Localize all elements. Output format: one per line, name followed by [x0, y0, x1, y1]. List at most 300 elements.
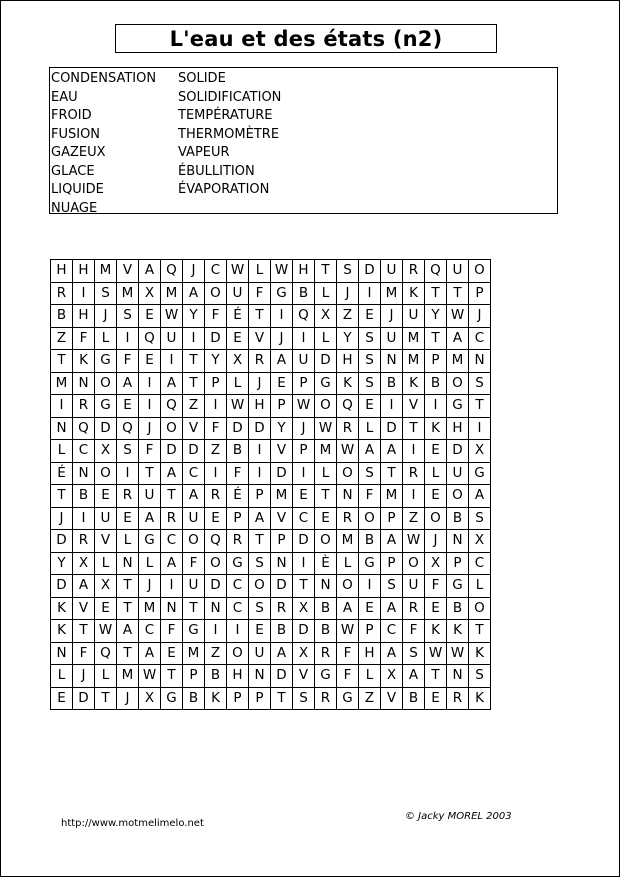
grid-cell[interactable]: V [403, 395, 425, 418]
grid-cell[interactable]: B [315, 597, 337, 620]
grid-cell[interactable]: T [425, 282, 447, 305]
grid-cell[interactable]: R [315, 642, 337, 665]
grid-cell[interactable]: S [381, 575, 403, 598]
grid-cell[interactable]: U [403, 575, 425, 598]
grid-cell[interactable]: E [425, 597, 447, 620]
grid-cell[interactable]: V [95, 530, 117, 553]
grid-cell[interactable]: L [139, 552, 161, 575]
grid-cell[interactable]: E [425, 687, 447, 710]
grid-cell[interactable]: T [381, 462, 403, 485]
grid-cell[interactable]: T [95, 687, 117, 710]
grid-cell[interactable]: J [117, 687, 139, 710]
grid-cell[interactable]: É [51, 462, 73, 485]
grid-cell[interactable]: J [139, 575, 161, 598]
grid-cell[interactable]: È [315, 552, 337, 575]
grid-cell[interactable]: O [447, 372, 469, 395]
grid-cell[interactable]: R [403, 260, 425, 283]
grid-cell[interactable]: X [95, 575, 117, 598]
grid-cell[interactable]: P [271, 395, 293, 418]
grid-cell[interactable]: O [469, 597, 491, 620]
grid-cell[interactable]: L [95, 665, 117, 688]
grid-cell[interactable]: N [447, 530, 469, 553]
grid-cell[interactable]: O [403, 552, 425, 575]
grid-cell[interactable]: Q [293, 305, 315, 328]
grid-cell[interactable]: F [403, 620, 425, 643]
grid-cell[interactable]: V [271, 507, 293, 530]
grid-cell[interactable]: K [469, 642, 491, 665]
grid-cell[interactable]: T [271, 687, 293, 710]
grid-cell[interactable]: Y [271, 417, 293, 440]
grid-cell[interactable]: K [51, 620, 73, 643]
grid-cell[interactable]: I [403, 485, 425, 508]
grid-cell[interactable]: Y [183, 305, 205, 328]
grid-cell[interactable]: C [469, 552, 491, 575]
grid-cell[interactable]: K [447, 620, 469, 643]
grid-cell[interactable]: I [205, 395, 227, 418]
grid-cell[interactable]: A [117, 620, 139, 643]
grid-cell[interactable]: T [183, 597, 205, 620]
grid-cell[interactable]: E [117, 395, 139, 418]
grid-cell[interactable]: B [359, 530, 381, 553]
grid-cell[interactable]: O [337, 462, 359, 485]
grid-cell[interactable]: N [73, 372, 95, 395]
grid-cell[interactable]: T [139, 462, 161, 485]
grid-cell[interactable]: B [381, 372, 403, 395]
grid-cell[interactable]: T [249, 530, 271, 553]
grid-cell[interactable]: R [227, 530, 249, 553]
grid-cell[interactable]: U [249, 642, 271, 665]
grid-cell[interactable]: Q [425, 260, 447, 283]
grid-cell[interactable]: I [51, 395, 73, 418]
grid-cell[interactable]: K [73, 350, 95, 373]
grid-cell[interactable]: Z [205, 440, 227, 463]
grid-cell[interactable]: I [227, 620, 249, 643]
grid-cell[interactable]: W [425, 642, 447, 665]
grid-cell[interactable]: P [359, 620, 381, 643]
grid-cell[interactable]: H [337, 350, 359, 373]
grid-cell[interactable]: Q [73, 417, 95, 440]
grid-cell[interactable]: X [425, 552, 447, 575]
grid-cell[interactable]: O [205, 282, 227, 305]
grid-cell[interactable]: H [73, 260, 95, 283]
grid-cell[interactable]: I [73, 282, 95, 305]
grid-cell[interactable]: W [315, 417, 337, 440]
grid-cell[interactable]: N [447, 665, 469, 688]
grid-cell[interactable]: J [139, 417, 161, 440]
grid-cell[interactable]: F [249, 282, 271, 305]
grid-cell[interactable]: A [139, 507, 161, 530]
grid-cell[interactable]: O [447, 485, 469, 508]
grid-cell[interactable]: U [447, 462, 469, 485]
grid-cell[interactable]: D [205, 575, 227, 598]
grid-cell[interactable]: S [359, 462, 381, 485]
grid-cell[interactable]: D [271, 665, 293, 688]
grid-cell[interactable]: W [271, 260, 293, 283]
grid-cell[interactable]: B [51, 305, 73, 328]
grid-cell[interactable]: U [403, 305, 425, 328]
grid-cell[interactable]: L [95, 327, 117, 350]
grid-cell[interactable]: F [425, 575, 447, 598]
grid-cell[interactable]: U [183, 507, 205, 530]
grid-cell[interactable]: A [359, 440, 381, 463]
grid-cell[interactable]: G [139, 530, 161, 553]
grid-cell[interactable]: R [403, 597, 425, 620]
grid-cell[interactable]: X [95, 440, 117, 463]
grid-cell[interactable]: R [337, 507, 359, 530]
grid-cell[interactable]: C [139, 620, 161, 643]
grid-cell[interactable]: Y [205, 350, 227, 373]
grid-cell[interactable]: Q [337, 395, 359, 418]
grid-cell[interactable]: L [315, 462, 337, 485]
grid-cell[interactable]: I [381, 395, 403, 418]
grid-cell[interactable]: C [227, 575, 249, 598]
grid-cell[interactable]: I [469, 417, 491, 440]
grid-cell[interactable]: M [117, 665, 139, 688]
grid-cell[interactable]: B [447, 597, 469, 620]
grid-cell[interactable]: E [315, 507, 337, 530]
grid-cell[interactable]: M [315, 440, 337, 463]
grid-cell[interactable]: L [469, 575, 491, 598]
grid-cell[interactable]: T [183, 350, 205, 373]
grid-cell[interactable]: T [403, 417, 425, 440]
grid-cell[interactable]: N [73, 462, 95, 485]
grid-cell[interactable]: F [359, 485, 381, 508]
grid-cell[interactable]: S [469, 372, 491, 395]
grid-cell[interactable]: N [271, 552, 293, 575]
grid-cell[interactable]: A [381, 440, 403, 463]
grid-cell[interactable]: E [117, 507, 139, 530]
grid-cell[interactable]: P [249, 485, 271, 508]
grid-cell[interactable]: J [73, 665, 95, 688]
grid-cell[interactable]: H [227, 665, 249, 688]
grid-cell[interactable]: M [117, 282, 139, 305]
grid-cell[interactable]: I [117, 462, 139, 485]
grid-cell[interactable]: S [359, 372, 381, 395]
grid-cell[interactable]: S [469, 665, 491, 688]
grid-cell[interactable]: B [183, 687, 205, 710]
grid-cell[interactable]: V [183, 417, 205, 440]
grid-cell[interactable]: A [183, 282, 205, 305]
grid-cell[interactable]: F [73, 327, 95, 350]
grid-cell[interactable]: P [293, 372, 315, 395]
grid-cell[interactable]: W [139, 665, 161, 688]
grid-cell[interactable]: E [271, 372, 293, 395]
grid-cell[interactable]: R [403, 462, 425, 485]
grid-cell[interactable]: G [359, 552, 381, 575]
grid-cell[interactable]: A [161, 462, 183, 485]
grid-cell[interactable]: W [337, 620, 359, 643]
grid-cell[interactable]: V [293, 665, 315, 688]
grid-cell[interactable]: N [249, 665, 271, 688]
grid-cell[interactable]: L [227, 372, 249, 395]
grid-cell[interactable]: Q [95, 642, 117, 665]
grid-cell[interactable]: P [227, 687, 249, 710]
grid-cell[interactable]: M [161, 282, 183, 305]
grid-cell[interactable]: P [425, 350, 447, 373]
grid-cell[interactable]: T [469, 620, 491, 643]
grid-cell[interactable]: G [447, 575, 469, 598]
grid-cell[interactable]: Z [51, 327, 73, 350]
grid-cell[interactable]: G [183, 620, 205, 643]
grid-cell[interactable]: P [227, 507, 249, 530]
grid-cell[interactable]: F [227, 462, 249, 485]
grid-cell[interactable]: O [249, 575, 271, 598]
grid-cell[interactable]: H [359, 642, 381, 665]
grid-cell[interactable]: S [403, 642, 425, 665]
grid-cell[interactable]: H [51, 260, 73, 283]
grid-cell[interactable]: Q [139, 327, 161, 350]
grid-cell[interactable]: S [337, 260, 359, 283]
grid-cell[interactable]: W [161, 305, 183, 328]
grid-cell[interactable]: N [315, 575, 337, 598]
grid-cell[interactable]: L [315, 282, 337, 305]
grid-cell[interactable]: D [51, 530, 73, 553]
grid-cell[interactable]: I [249, 440, 271, 463]
grid-cell[interactable]: L [95, 552, 117, 575]
grid-cell[interactable]: I [205, 620, 227, 643]
grid-cell[interactable]: O [95, 372, 117, 395]
grid-cell[interactable]: O [359, 507, 381, 530]
grid-cell[interactable]: I [293, 552, 315, 575]
grid-cell[interactable]: J [469, 305, 491, 328]
grid-cell[interactable]: X [469, 530, 491, 553]
grid-cell[interactable]: E [249, 620, 271, 643]
grid-cell[interactable]: M [139, 597, 161, 620]
grid-cell[interactable]: A [469, 485, 491, 508]
grid-cell[interactable]: I [359, 575, 381, 598]
grid-cell[interactable]: P [469, 282, 491, 305]
grid-cell[interactable]: V [117, 260, 139, 283]
grid-cell[interactable]: J [51, 507, 73, 530]
grid-cell[interactable]: E [359, 597, 381, 620]
grid-cell[interactable]: D [315, 350, 337, 373]
grid-cell[interactable]: A [73, 575, 95, 598]
grid-cell[interactable]: B [425, 372, 447, 395]
grid-cell[interactable]: T [161, 485, 183, 508]
grid-cell[interactable]: I [403, 440, 425, 463]
grid-cell[interactable]: C [73, 440, 95, 463]
grid-cell[interactable]: F [183, 552, 205, 575]
grid-cell[interactable]: B [315, 620, 337, 643]
grid-cell[interactable]: X [139, 687, 161, 710]
grid-cell[interactable]: K [403, 372, 425, 395]
grid-cell[interactable]: P [293, 440, 315, 463]
grid-cell[interactable]: C [205, 260, 227, 283]
grid-cell[interactable]: T [117, 575, 139, 598]
grid-cell[interactable]: Y [425, 305, 447, 328]
grid-cell[interactable]: Z [359, 687, 381, 710]
grid-cell[interactable]: F [139, 440, 161, 463]
grid-cell[interactable]: L [359, 417, 381, 440]
grid-cell[interactable]: U [447, 260, 469, 283]
grid-cell[interactable]: Z [183, 395, 205, 418]
grid-cell[interactable]: H [73, 305, 95, 328]
grid-cell[interactable]: D [271, 462, 293, 485]
grid-cell[interactable]: E [359, 395, 381, 418]
grid-cell[interactable]: S [469, 507, 491, 530]
grid-cell[interactable]: R [315, 687, 337, 710]
grid-cell[interactable]: T [469, 395, 491, 418]
grid-cell[interactable]: T [249, 305, 271, 328]
grid-cell[interactable]: S [293, 687, 315, 710]
grid-cell[interactable]: D [381, 417, 403, 440]
grid-cell[interactable]: W [447, 305, 469, 328]
grid-cell[interactable]: G [95, 395, 117, 418]
grid-cell[interactable]: V [381, 687, 403, 710]
grid-cell[interactable]: R [337, 417, 359, 440]
grid-cell[interactable]: G [315, 372, 337, 395]
grid-cell[interactable]: P [249, 687, 271, 710]
grid-cell[interactable]: U [161, 327, 183, 350]
grid-cell[interactable]: K [425, 620, 447, 643]
grid-cell[interactable]: K [337, 372, 359, 395]
grid-cell[interactable]: D [51, 575, 73, 598]
grid-cell[interactable]: M [447, 350, 469, 373]
grid-cell[interactable]: D [183, 440, 205, 463]
grid-cell[interactable]: X [227, 350, 249, 373]
grid-cell[interactable]: F [337, 642, 359, 665]
grid-cell[interactable]: N [381, 350, 403, 373]
grid-cell[interactable]: O [227, 642, 249, 665]
grid-cell[interactable]: P [205, 372, 227, 395]
grid-cell[interactable]: R [51, 282, 73, 305]
grid-cell[interactable]: B [293, 282, 315, 305]
grid-cell[interactable]: É [227, 485, 249, 508]
grid-cell[interactable]: W [337, 440, 359, 463]
grid-cell[interactable]: T [447, 282, 469, 305]
grid-cell[interactable]: T [315, 260, 337, 283]
grid-cell[interactable]: A [271, 642, 293, 665]
grid-cell[interactable]: C [293, 507, 315, 530]
grid-cell[interactable]: J [271, 327, 293, 350]
grid-cell[interactable]: I [293, 462, 315, 485]
grid-cell[interactable]: O [183, 530, 205, 553]
grid-cell[interactable]: F [73, 642, 95, 665]
grid-cell[interactable]: P [183, 665, 205, 688]
grid-cell[interactable]: J [183, 260, 205, 283]
grid-cell[interactable]: C [469, 327, 491, 350]
grid-cell[interactable]: J [95, 305, 117, 328]
grid-cell[interactable]: B [205, 665, 227, 688]
grid-cell[interactable]: D [73, 687, 95, 710]
grid-cell[interactable]: G [337, 687, 359, 710]
grid-cell[interactable]: L [425, 462, 447, 485]
grid-cell[interactable]: Q [117, 417, 139, 440]
grid-cell[interactable]: E [205, 507, 227, 530]
grid-cell[interactable]: O [161, 417, 183, 440]
grid-cell[interactable]: E [425, 485, 447, 508]
grid-cell[interactable]: I [249, 462, 271, 485]
grid-cell[interactable]: L [117, 530, 139, 553]
grid-cell[interactable]: D [271, 575, 293, 598]
grid-cell[interactable]: W [95, 620, 117, 643]
grid-cell[interactable]: N [161, 597, 183, 620]
grid-cell[interactable]: B [403, 687, 425, 710]
grid-cell[interactable]: Q [161, 395, 183, 418]
grid-cell[interactable]: L [249, 260, 271, 283]
grid-cell[interactable]: T [73, 620, 95, 643]
grid-cell[interactable]: S [249, 552, 271, 575]
grid-cell[interactable]: A [381, 530, 403, 553]
grid-cell[interactable]: F [337, 665, 359, 688]
grid-cell[interactable]: S [95, 282, 117, 305]
grid-cell[interactable]: R [117, 485, 139, 508]
grid-cell[interactable]: U [183, 575, 205, 598]
grid-cell[interactable]: A [403, 665, 425, 688]
grid-cell[interactable]: P [271, 530, 293, 553]
grid-cell[interactable]: T [425, 665, 447, 688]
grid-cell[interactable]: J [249, 372, 271, 395]
grid-cell[interactable]: I [271, 305, 293, 328]
grid-cell[interactable]: A [381, 642, 403, 665]
grid-cell[interactable]: U [227, 282, 249, 305]
grid-cell[interactable]: H [293, 260, 315, 283]
grid-cell[interactable]: U [381, 260, 403, 283]
grid-cell[interactable]: V [271, 440, 293, 463]
grid-cell[interactable]: U [95, 507, 117, 530]
grid-cell[interactable]: I [73, 507, 95, 530]
grid-cell[interactable]: E [51, 687, 73, 710]
grid-cell[interactable]: W [403, 530, 425, 553]
grid-cell[interactable]: M [271, 485, 293, 508]
grid-cell[interactable]: A [161, 552, 183, 575]
grid-cell[interactable]: W [293, 395, 315, 418]
grid-cell[interactable]: X [381, 665, 403, 688]
grid-cell[interactable]: G [227, 552, 249, 575]
grid-cell[interactable]: X [73, 552, 95, 575]
grid-cell[interactable]: O [315, 530, 337, 553]
grid-cell[interactable]: I [139, 372, 161, 395]
grid-cell[interactable]: V [73, 597, 95, 620]
grid-cell[interactable]: N [117, 552, 139, 575]
grid-cell[interactable]: G [271, 282, 293, 305]
grid-cell[interactable]: I [425, 395, 447, 418]
grid-cell[interactable]: B [271, 620, 293, 643]
grid-cell[interactable]: D [359, 260, 381, 283]
grid-cell[interactable]: F [205, 417, 227, 440]
grid-cell[interactable]: A [249, 507, 271, 530]
grid-cell[interactable]: G [95, 350, 117, 373]
grid-cell[interactable]: N [337, 485, 359, 508]
grid-cell[interactable]: A [139, 260, 161, 283]
grid-cell[interactable]: G [447, 395, 469, 418]
grid-cell[interactable]: T [183, 372, 205, 395]
grid-cell[interactable]: K [51, 597, 73, 620]
grid-cell[interactable]: P [381, 507, 403, 530]
grid-cell[interactable]: T [51, 350, 73, 373]
grid-cell[interactable]: F [117, 350, 139, 373]
grid-cell[interactable]: A [161, 372, 183, 395]
grid-cell[interactable]: I [359, 282, 381, 305]
grid-cell[interactable]: O [95, 462, 117, 485]
grid-cell[interactable]: A [447, 327, 469, 350]
grid-cell[interactable]: N [51, 642, 73, 665]
grid-cell[interactable]: A [271, 350, 293, 373]
grid-cell[interactable]: A [337, 597, 359, 620]
grid-cell[interactable]: G [161, 687, 183, 710]
grid-cell[interactable]: D [249, 417, 271, 440]
grid-cell[interactable]: H [447, 417, 469, 440]
grid-cell[interactable]: T [161, 665, 183, 688]
grid-cell[interactable]: O [337, 575, 359, 598]
grid-cell[interactable]: Z [337, 305, 359, 328]
grid-cell[interactable]: A [183, 485, 205, 508]
grid-cell[interactable]: S [117, 440, 139, 463]
grid-cell[interactable]: T [117, 597, 139, 620]
grid-cell[interactable]: R [249, 350, 271, 373]
grid-cell[interactable]: E [161, 642, 183, 665]
grid-cell[interactable]: U [139, 485, 161, 508]
